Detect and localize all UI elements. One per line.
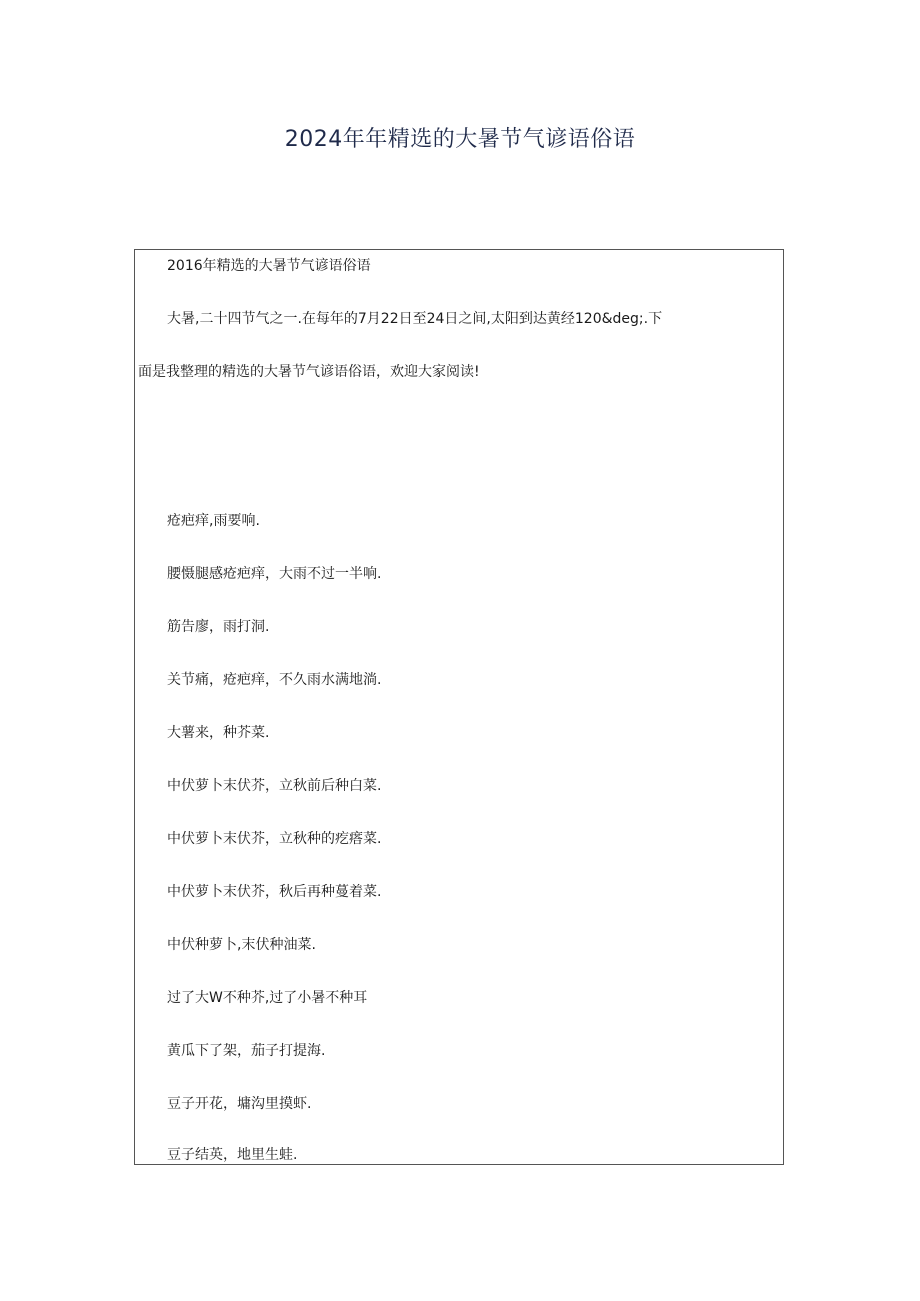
proverb-line: 筋告廖，雨打洞. bbox=[167, 619, 270, 635]
proverb-line: 中伏萝卜末伏芥，立秋种的疙瘩菜. bbox=[167, 831, 382, 847]
page-title: 2024年年精选的大暑节气谚语俗语 bbox=[284, 127, 636, 152]
proverb-line: 黄瓜下了架，茄子打提海. bbox=[167, 1043, 326, 1059]
proverb-line: 腰慑腿感疮疤痒，大雨不过一半响. bbox=[167, 566, 382, 582]
proverb-line: 豆子开花，墉沟里摸虾. bbox=[167, 1096, 312, 1112]
proverb-line: 中伏种萝卜,末伏种油菜. bbox=[167, 937, 316, 953]
subtitle: 2016年精选的大暑节气谚语俗语 bbox=[167, 258, 371, 274]
proverb-line: 大薯来，种芥菜. bbox=[167, 725, 270, 741]
intro-line-1: 大暑,二十四节气之一.在每年的7月22日至24日之间,太阳到达黄经120&deg;.下 bbox=[167, 311, 663, 327]
proverb-line: 关节痛，疮疤痒，不久雨水满地淌. bbox=[167, 672, 382, 688]
content-box bbox=[134, 249, 784, 1165]
proverb-line: 豆子结英，地里生蛙. bbox=[167, 1147, 298, 1163]
proverb-line: 中伏萝卜末伏芥，立秋前后种白菜. bbox=[167, 778, 382, 794]
proverb-line: 中伏萝卜末伏芥，秋后再种蔓着菜. bbox=[167, 884, 382, 900]
proverb-line: 过了大W不种芥,过了小暑不种耳 bbox=[167, 990, 368, 1006]
proverb-line: 疮疤痒,雨要响. bbox=[167, 513, 260, 529]
intro-line-2: 面是我整理的精选的大暑节气谚语俗语，欢迎大家阅读! bbox=[138, 364, 480, 380]
